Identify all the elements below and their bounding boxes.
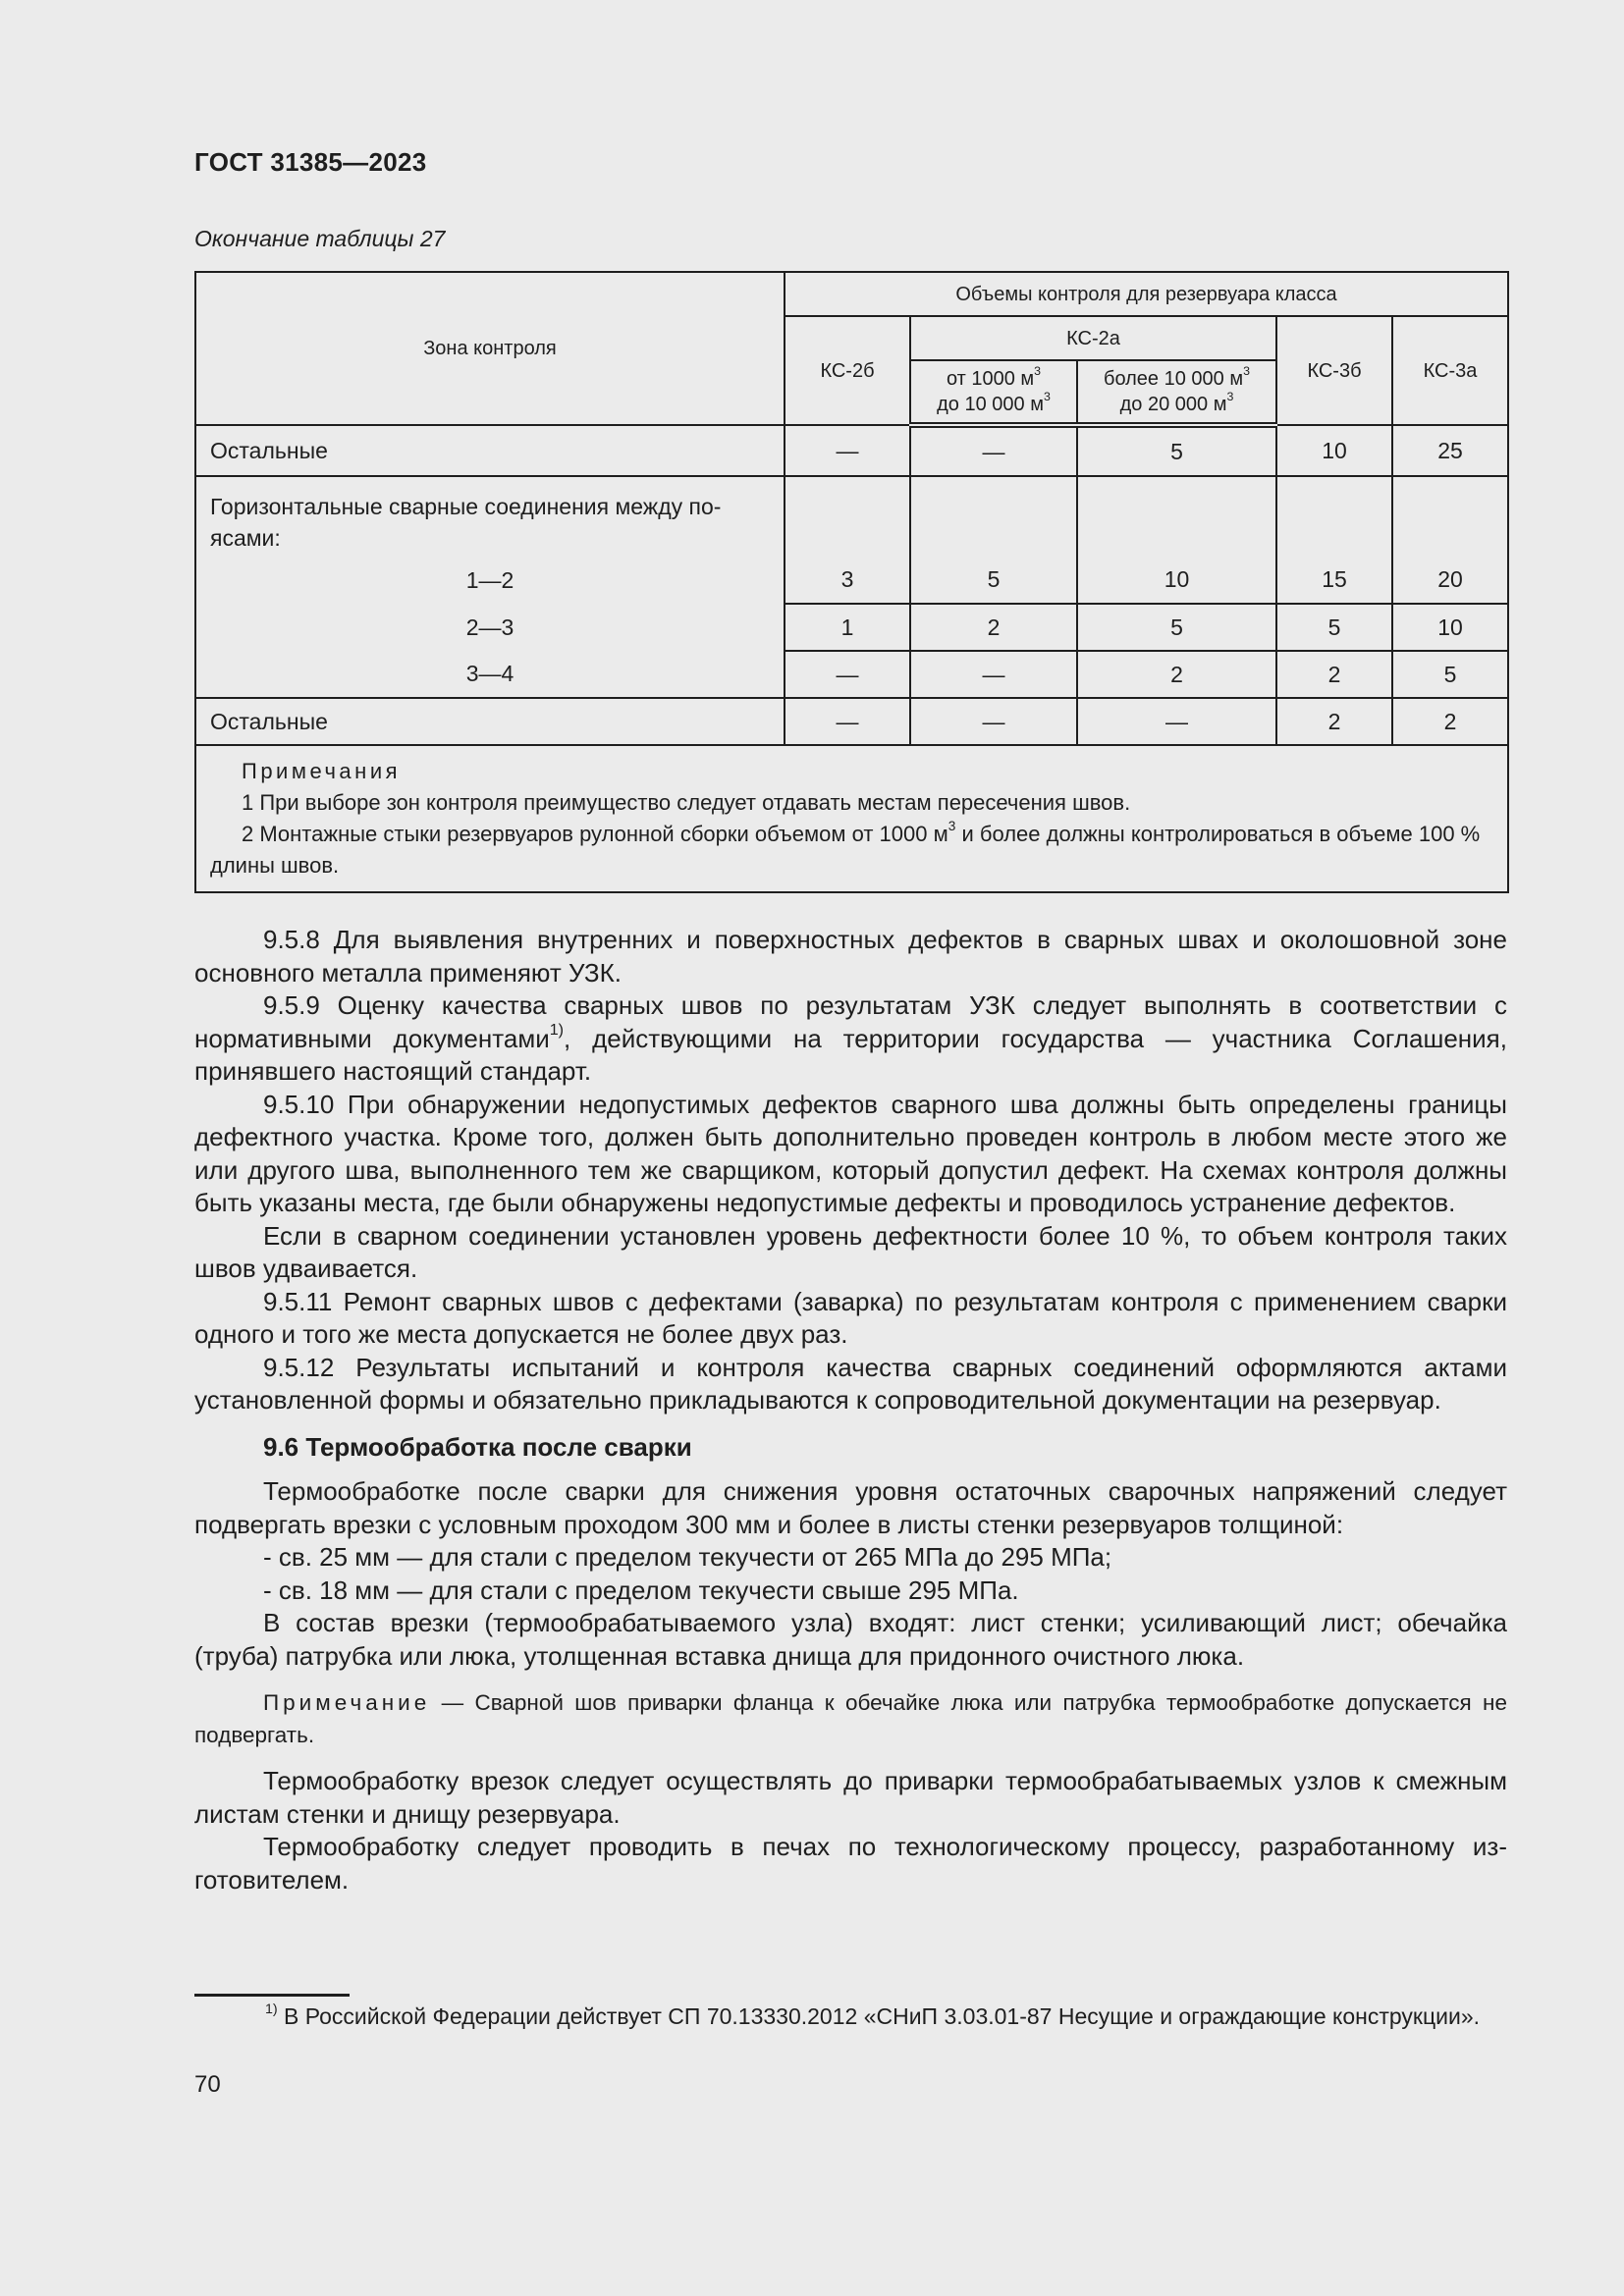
value-cell: 3: [785, 557, 910, 604]
value-cell: 10: [1392, 604, 1508, 651]
value-cell: 15: [1276, 557, 1392, 604]
note-1: 1 При выборе зон контроля преимущество следует отдавать местам пересечения швов.: [242, 790, 1131, 815]
ks2a-subheader-1000-10000: [910, 360, 1077, 425]
control-volume-table: [194, 271, 1509, 893]
horizontal-joints-label: [195, 476, 785, 557]
value-cell: 5: [1077, 425, 1276, 476]
table-row-group-label: [195, 476, 1508, 557]
paragraph-9-5-9: [194, 989, 1507, 1089]
value-cell: 5: [1392, 651, 1508, 698]
paragraph-heat-treatment-4: Термообработку следует проводить в печах по технологическому процессу, разработанному изготовителем.: [194, 1832, 1507, 1895]
paragraph-9-5-11: 9.5.11 Ремонт сварных швов с дефектами (заварка) по результатам контроля с применением сварки одного и того же места допускается не более двух раз.: [194, 1286, 1507, 1349]
note-2: [210, 819, 1493, 881]
subheader-text: более 10 000 м: [1104, 368, 1244, 390]
zone-cell: Остальные: [195, 698, 785, 745]
table-caption: Окончание таблицы 27: [194, 226, 446, 251]
value-cell: —: [1077, 698, 1276, 745]
value-cell: —: [910, 698, 1077, 745]
superscript: 3: [1034, 363, 1042, 378]
value-cell: 2: [1276, 698, 1392, 745]
notes-title: Примечания: [242, 759, 402, 783]
superscript: 3: [1226, 389, 1234, 403]
zone-column-header: Зона контроля: [195, 272, 785, 425]
body-text: [194, 924, 1507, 1896]
subheader-text: от 1000 м: [946, 368, 1035, 390]
value-cell: 10: [1276, 425, 1392, 476]
paragraph-defect-level: Если в сварном соединении установлен уровень дефектности более 10 %, то объем контроля таких швов удваивается.: [194, 1220, 1507, 1283]
paragraph-text: 9.5.9 Оценку качества сварных швов по результатам УЗК следует выполнять в соответствии с нормативными документами: [194, 990, 1507, 1053]
paragraph-9-5-8: 9.5.8 Для выявления внутренних и поверхностных дефектов в сварных швах и околошовной зоне основного металла применяют УЗК.: [194, 925, 1507, 988]
class-ks2b-header: КС-2б: [785, 316, 910, 425]
empty-cell: [1276, 476, 1392, 557]
value-cell: 2: [1392, 698, 1508, 745]
table-notes-row: [195, 745, 1508, 892]
value-cell: —: [785, 425, 910, 476]
value-cell: —: [910, 425, 1077, 476]
value-cell: 25: [1392, 425, 1508, 476]
table-row: [195, 604, 1508, 651]
class-ks3b-header: КС-3б: [1276, 316, 1392, 425]
value-cell: 5: [1077, 604, 1276, 651]
zone-cell: 3—4: [195, 651, 785, 698]
empty-cell: [1392, 476, 1508, 557]
value-cell: 2: [910, 604, 1077, 651]
value-cell: —: [785, 698, 910, 745]
footnote-text: В Российской Федерации действует СП 70.13330.2012 «СНиП 3.03.01-87 Несущие и ограждающие конструкции».: [277, 2003, 1480, 2029]
value-cell: 2: [1276, 651, 1392, 698]
table-row: [195, 425, 1508, 476]
footnote-reference: 1): [549, 1020, 565, 1039]
note-text: — Сварной шов приварки фланца к обечайке люка или патрубка термообработке допускается не подвергать.: [194, 1690, 1507, 1747]
page-number: 70: [194, 2071, 221, 2098]
value-cell: 20: [1392, 557, 1508, 604]
zone-cell: 1—2: [195, 557, 785, 604]
table-row: [195, 651, 1508, 698]
ks2a-subheader-10000-20000: [1077, 360, 1276, 425]
section-title-9-6: 9.6 Термообработка после сварки: [263, 1431, 692, 1462]
note-text: и более должны контролироваться в объеме 100 % длины швов.: [210, 822, 1481, 878]
note-label: Примечание: [263, 1690, 431, 1715]
paragraph-heat-treatment-2: В состав врезки (термообрабатываемого узла) входят: лист стенки; усиливающий лист; обечайка (труба) патрубка или люка, утолщенная вставка днища для придонного очистного люка.: [194, 1608, 1507, 1671]
list-item: - св. 25 мм — для стали с пределом текучести от 265 МПа до 295 МПа;: [263, 1542, 1112, 1572]
paragraph-heat-treatment-1: Термообработке после сварки для снижения уровня остаточных сварочных напряжений следует подвергать врезки с условным проходом 300 мм и более в листы стенки резервуаров толщиной:: [194, 1476, 1507, 1539]
value-cell: 1: [785, 604, 910, 651]
class-ks2a-header: КС-2а: [910, 316, 1276, 360]
superscript: 3: [1243, 363, 1250, 378]
value-cell: 5: [910, 557, 1077, 604]
superscript: 3: [1043, 389, 1051, 403]
volumes-column-header: Объемы контроля для резервуара класса: [785, 272, 1508, 316]
footnote-divider: [194, 1994, 350, 1997]
footnote-marker: 1): [265, 2001, 278, 2017]
value-cell: —: [910, 651, 1077, 698]
value-cell: —: [785, 651, 910, 698]
value-cell: 2: [1077, 651, 1276, 698]
subheader-text: до 10 000 м: [937, 394, 1044, 415]
value-cell: 5: [1276, 604, 1392, 651]
paragraph-text: , действующими на территории государства — участника Соглашения, принявшего настоящий стандарт.: [194, 1023, 1507, 1086]
note-text: 2 Монтажные стыки резервуаров рулонной сборки объемом от 1000 м: [242, 822, 948, 846]
class-ks3a-header: КС-3а: [1392, 316, 1508, 425]
zone-cell: Остальные: [195, 425, 785, 476]
value-cell: 10: [1077, 557, 1276, 604]
empty-cell: [785, 476, 910, 557]
footnote: [194, 2001, 1507, 2033]
group-label-text: Горизонтальные сварные соединения между поясами:: [210, 494, 722, 551]
table-notes: [195, 745, 1508, 892]
document-code-header: ГОСТ 31385—2023: [194, 147, 427, 177]
paragraph-9-5-12: 9.5.12 Результаты испытаний и контроля качества сварных соединений оформляются актами установленной формы и обязательно прикладываются к сопроводительной документации на резервуар.: [194, 1352, 1507, 1415]
superscript: 3: [947, 818, 956, 833]
list-item: - св. 18 мм — для стали с пределом текучести свыше 295 МПа.: [263, 1575, 1019, 1605]
table-row: [195, 557, 1508, 604]
section-note: [194, 1686, 1507, 1751]
paragraph-heat-treatment-3: Термообработку врезок следует осуществлять до приварки термообрабатываемых узлов к смежным листам стенки и днищу резервуара.: [194, 1766, 1507, 1829]
zone-cell: 2—3: [195, 604, 785, 651]
paragraph-9-5-10: 9.5.10 При обнаружении недопустимых дефектов сварного шва должны быть определены границы дефектного участка. Кроме того, должен быть дополнительно проведен контроль в любом месте этого же или другого шва, выполненного тем же сварщиком, который допустил дефект. На схемах контроля должны быть указаны места, где были обнаружены недопустимые дефекты и проводилось устранение дефектов.: [194, 1089, 1507, 1217]
empty-cell: [1077, 476, 1276, 557]
subheader-text: до 20 000 м: [1119, 394, 1227, 415]
table-row: [195, 698, 1508, 745]
empty-cell: [910, 476, 1077, 557]
